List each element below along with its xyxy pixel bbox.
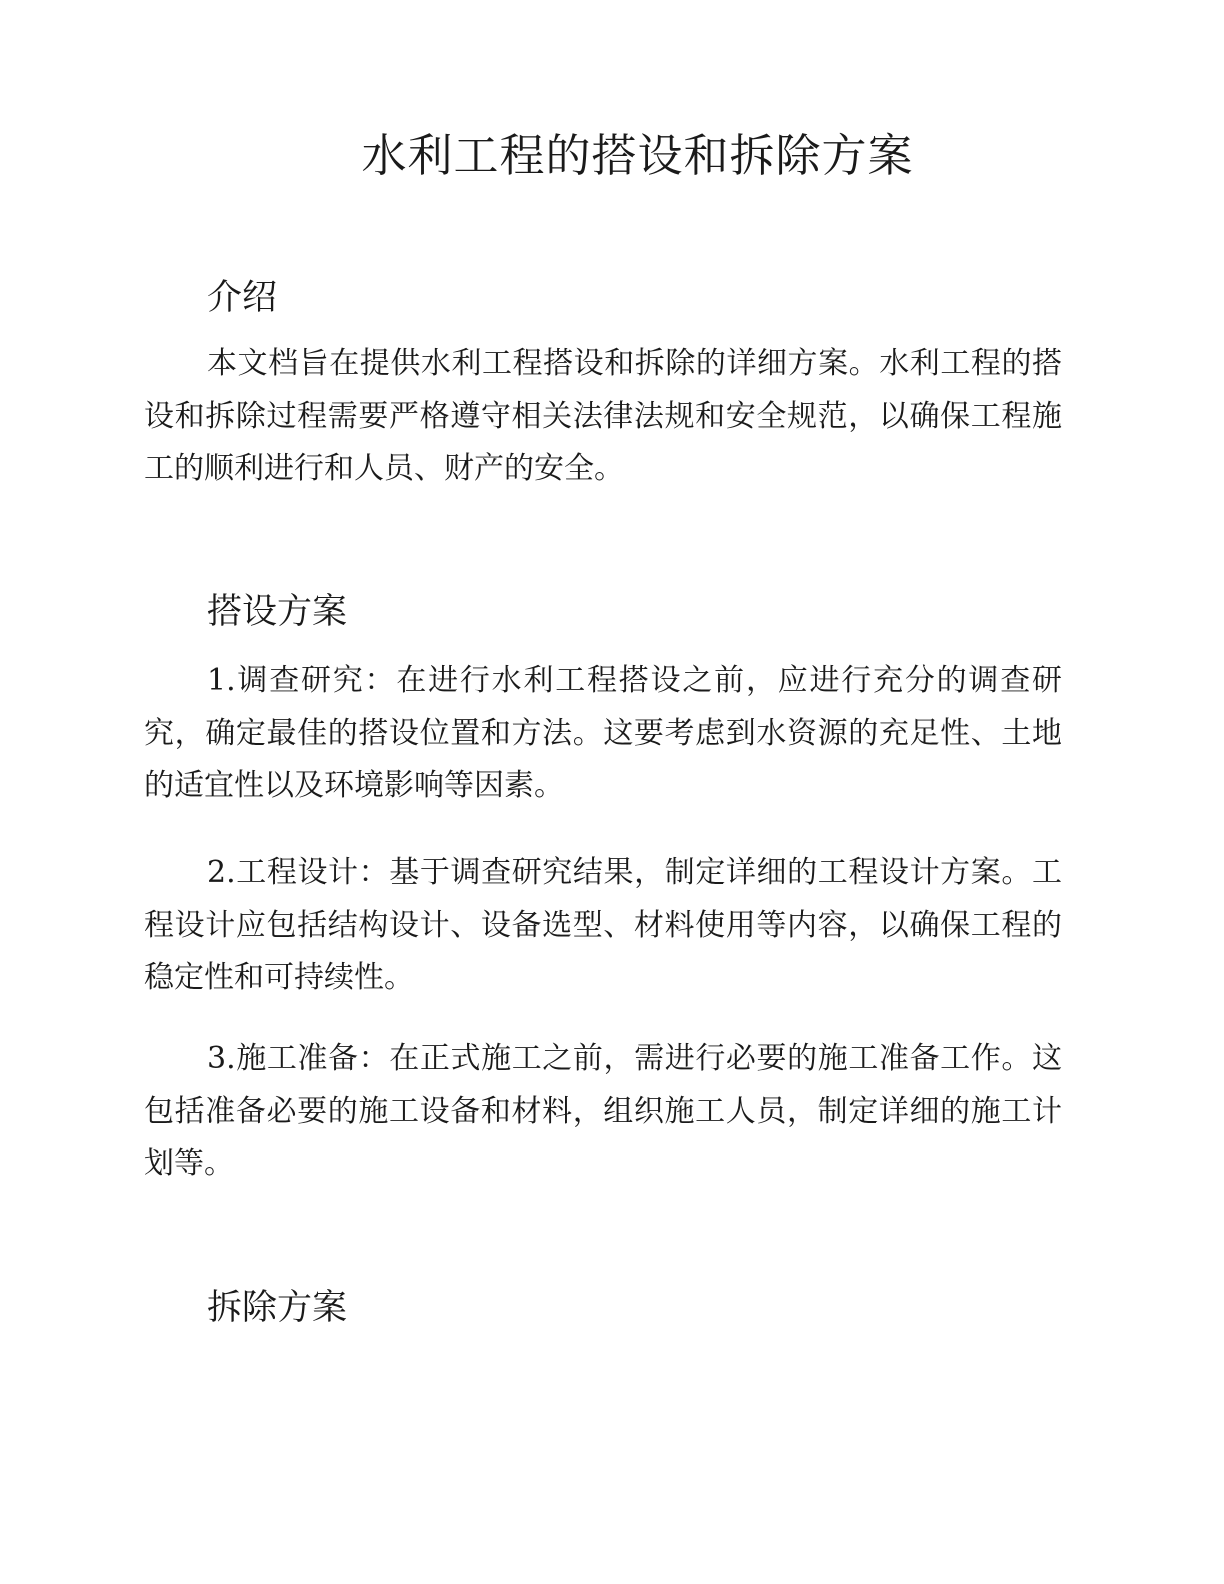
document-title: 水利工程的搭设和拆除方案 — [361, 129, 914, 182]
section-heading-intro: 介绍 — [207, 278, 278, 318]
build-step-2: 2.工程设计：基于调查研究结果，制定详细的工程设计方案。工程设计应包括结构设计、设备选型、材料使用等内容，以确保工程的稳定性和可持续性。 — [144, 855, 1062, 995]
build-step-1: 1.调查研究：在进行水利工程搭设之前，应进行充分的调查研究，确定最佳的搭设位置和方法。这要考虑到水资源的充足性、土地的适宜性以及环境影响等因素。 — [144, 663, 1062, 803]
section-heading-build: 搭设方案 — [207, 592, 348, 632]
intro-paragraph: 本文档旨在提供水利工程搭设和拆除的详细方案。水利工程的搭设和拆除过程需要严格遵守相关法律法规和安全规范，以确保工程施工的顺利进行和人员、财产的安全。 — [144, 346, 1062, 486]
section-heading-remove: 拆除方案 — [207, 1288, 348, 1328]
build-step-3: 3.施工准备：在正式施工之前，需进行必要的施工准备工作。这包括准备必要的施工设备和材料，组织施工人员，制定详细的施工计划等。 — [144, 1041, 1062, 1181]
